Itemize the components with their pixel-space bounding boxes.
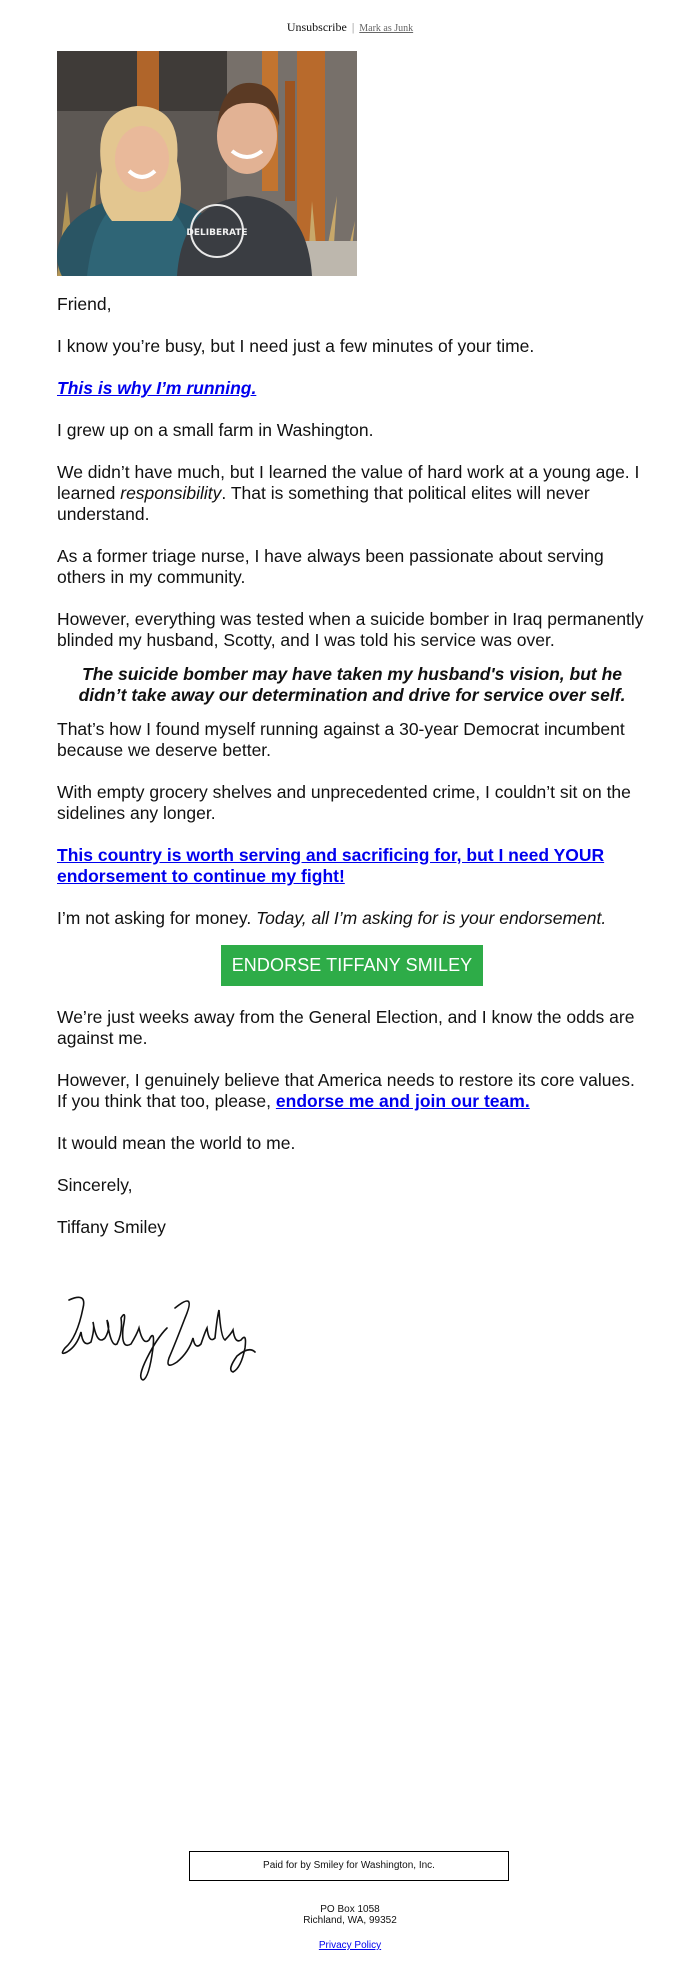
endorsement-fight-link[interactable]: This country is worth serving and sacrificing for, but I need YOUR endorsement to continue my fight! — [57, 845, 605, 886]
unsubscribe-link[interactable]: Unsubscribe — [286, 20, 347, 34]
address-line-1: PO Box 1058 — [320, 1904, 380, 1915]
paragraph-hard-work-b: . That is something that political elites will never understand. — [57, 483, 590, 524]
privacy-policy-container — [0, 1940, 700, 1951]
paragraph-core-values — [57, 1070, 647, 1112]
paragraph-weeks-away: We’re just weeks away from the General Election, and I know the odds are against me. — [57, 1007, 635, 1048]
endorsement-link-paragraph — [57, 845, 647, 887]
paragraph-hard-work-a: We didn’t have much, but I learned the value of hard work at a young age. I learned — [57, 462, 640, 503]
email-body — [57, 294, 647, 1259]
responsibility-emphasis: responsibility — [120, 483, 222, 503]
paragraph-incumbent: That’s how I found myself running against a 30-year Democrat incumbent because we deserve better. — [57, 719, 625, 760]
candidate-photo — [57, 51, 357, 276]
join-team-link[interactable]: endorse me and join our team. — [275, 1091, 530, 1111]
why-running-link[interactable]: This is why I’m running. — [57, 378, 257, 398]
signature-image — [57, 1288, 257, 1388]
email-header-links — [0, 20, 700, 35]
paragraph-world: It would mean the world to me. — [57, 1133, 296, 1153]
paragraph-not-money — [57, 908, 647, 929]
endorse-button[interactable]: ENDORSE TIFFANY SMILEY — [221, 945, 484, 986]
paragraph-core-values-a: However, I genuinely believe that America needs to restore its core values. If you think that too, please, — [57, 1070, 635, 1111]
why-running-paragraph — [57, 378, 647, 399]
paid-for-disclaimer: Paid for by Smiley for Washington, Inc. — [189, 1851, 509, 1881]
cta-container — [57, 945, 647, 986]
header-separator: | — [351, 20, 355, 34]
paragraph-iraq: However, everything was tested when a suicide bomber in Iraq permanently blinded my husband, Scotty, and I was told his service was over. — [57, 609, 644, 650]
pull-quote: The suicide bomber may have taken my husband's vision, but he didn’t take away our determination and drive for service over self. — [78, 664, 626, 705]
closing: Sincerely, — [57, 1175, 133, 1195]
privacy-policy-link[interactable]: Privacy Policy — [318, 1940, 382, 1951]
mailing-address — [0, 1904, 700, 1926]
paragraph-intro: I know you’re busy, but I need just a few minutes of your time. — [57, 336, 535, 356]
paragraph-nurse: As a former triage nurse, I have always been passionate about serving others in my community. — [57, 546, 604, 587]
address-line-2: Richland, WA, 99352 — [303, 1915, 397, 1926]
mark-as-junk-link[interactable]: Mark as Junk — [359, 23, 414, 34]
paragraph-sidelines: With empty grocery shelves and unprecedented crime, I couldn’t sit on the sidelines any longer. — [57, 782, 631, 823]
endorsement-emphasis: Today, all I’m asking for is your endorsement. — [256, 908, 607, 928]
greeting: Friend, — [57, 294, 112, 314]
signoff-name: Tiffany Smiley — [57, 1217, 166, 1237]
paragraph-farm: I grew up on a small farm in Washington. — [57, 420, 374, 440]
paragraph-not-money-a: I’m not asking for money. — [57, 908, 257, 928]
paragraph-hard-work — [57, 462, 647, 525]
shirt-logo-text: DELIBERATE — [186, 228, 248, 238]
